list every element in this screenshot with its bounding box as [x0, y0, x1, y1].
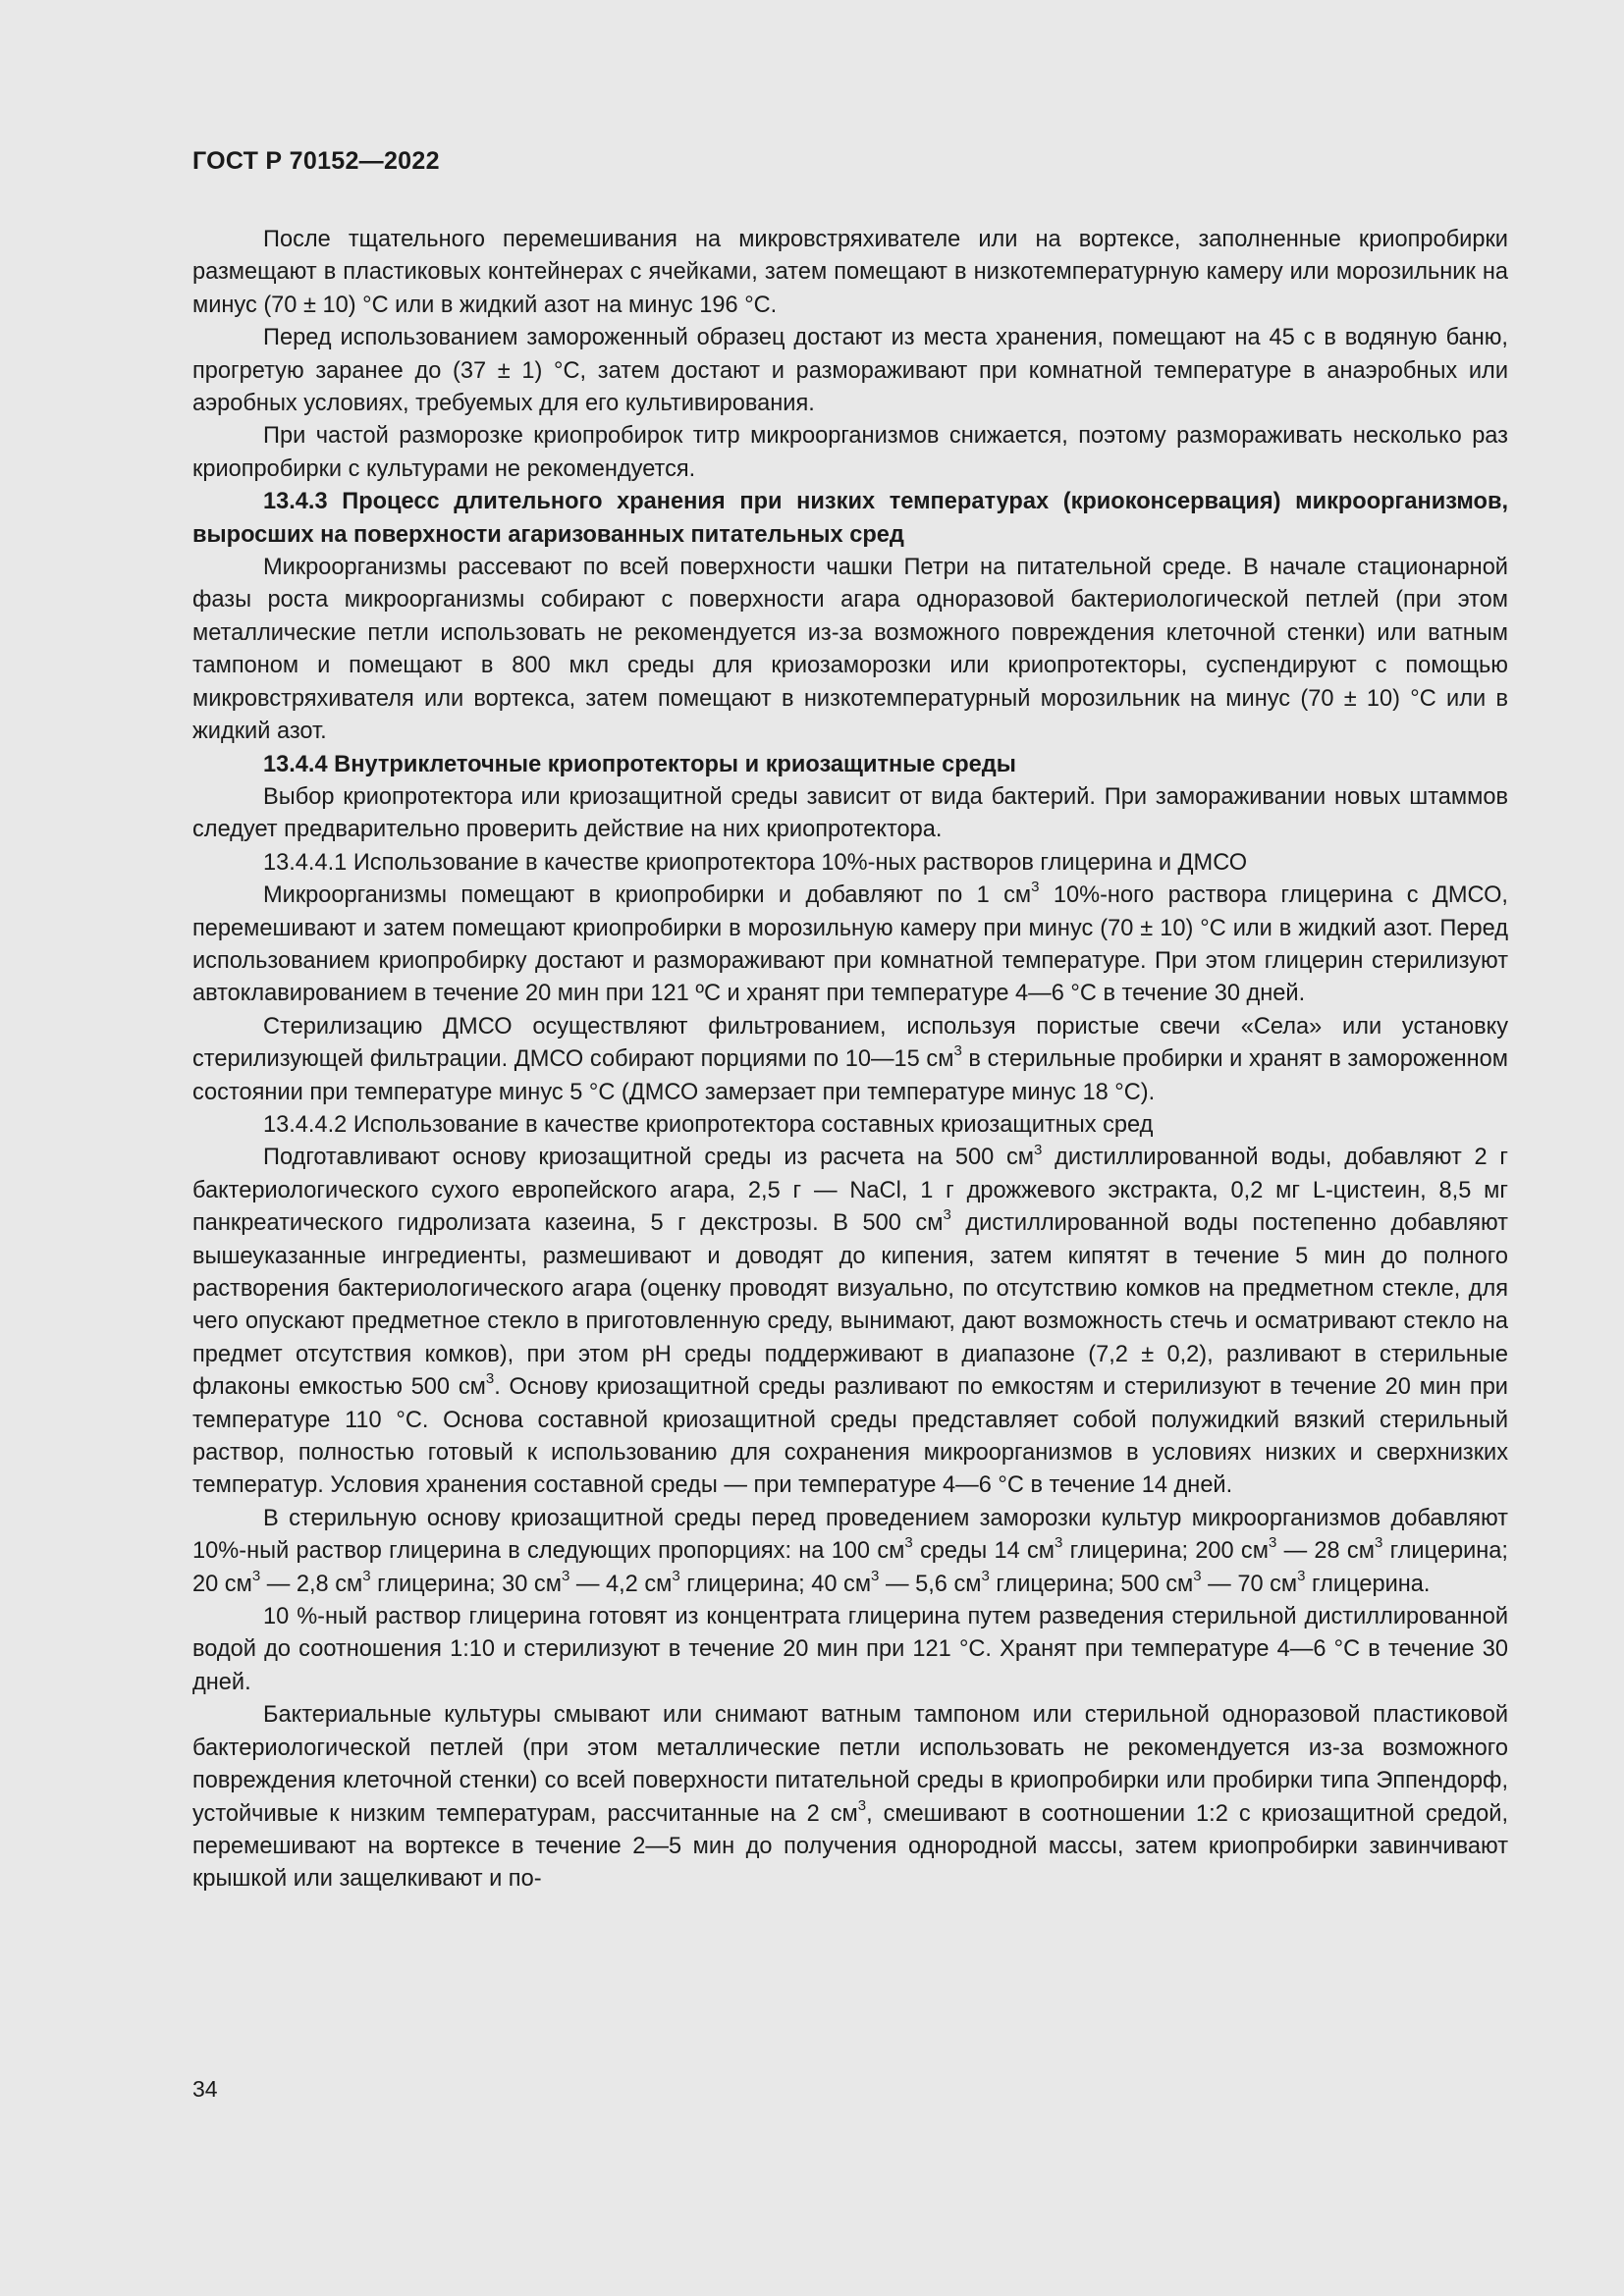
superscript: 3 — [943, 1206, 951, 1224]
text-run: . Основу криозащитной среды разливают по емкостям и стерилизуют в течение 20 мин при температуре 110 °С. Основа составной криозащитной среды представляет собой полужидкий вязкий стерильный раствор, полностью готовый к использованию для сохранения микроорганизмов в условиях низких и сверхнизких температур. Условия хранения составной среды — при температуре 4—6 °С в течение 14 дней. — [192, 1374, 1508, 1499]
text-run: 13.4.3 Процесс длительного хранения при низких температурах (криоконсервация) микроорганизмов, выросших на поверхности агаризованных питательных сред — [192, 489, 1508, 548]
superscript: 3 — [1297, 1567, 1306, 1584]
superscript: 3 — [1193, 1567, 1202, 1584]
text-run: — 28 см — [1276, 1538, 1375, 1565]
text-run: 10%-ного раствора глицерина с ДМСО, перемешивают и затем помещают криопробирки в морозильную камеру при минус (70 ± 10) °С или в жидкий азот. Перед использованием криопробирку достают и размораживают при комнатной температуре. При этом глицерин стерилизуют автоклавированием в течение 20 мин при 121 ºС и хранят при температуре 4—6 °С в течение 30 дней. — [192, 882, 1508, 1007]
superscript: 3 — [904, 1534, 913, 1552]
text-run: глицерина; 40 см — [679, 1571, 872, 1597]
body-paragraph — [192, 880, 1508, 1011]
text-run: глицерина; 20 см — [192, 1538, 1508, 1597]
superscript: 3 — [1055, 1534, 1063, 1552]
text-run: глицерина. — [1305, 1571, 1431, 1597]
text-run: После тщательного перемешивания на микровстряхивателе или на вортексе, заполненные криопробирки размещают в пластиковых контейнерах с ячейками, затем помещают в низкотемпературную камеру или морозильник на минус (70 ± 10) °С или в жидкий азот на минус 196 °С. — [192, 227, 1508, 318]
text-run: — 5,6 см — [879, 1571, 982, 1597]
section-heading — [192, 486, 1508, 552]
body-paragraph — [192, 1601, 1508, 1699]
body-paragraph — [192, 847, 1508, 880]
text-run: 13.4.4 Внутриклеточные криопротекторы и криозащитные среды — [263, 751, 1016, 777]
superscript: 3 — [1268, 1534, 1277, 1552]
text-run: В стерильную основу криозащитной среды перед проведением заморозки культур микроорганизмов добавляют 10%-ный раствор глицерина в следующих пропорциях: на 100 см — [192, 1505, 1508, 1565]
text-run: При частой разморозке криопробирок титр микроорганизмов снижается, поэтому размораживать несколько раз криопробирки с культурами не рекомендуется. — [192, 423, 1508, 482]
body-paragraph — [192, 1109, 1508, 1142]
text-run: Бактериальные культуры смывают или снимают ватным тампоном или стерильной одноразовой пластиковой бактериологической петлей (при этом металлические петли использовать не рекомендуется из-за возможного повреждения клеточной стенки) со всей поверхности питательной среды в криопробирки или пробирки типа Эппендорф, устойчивые к низким температурам, рассчитанные на 2 см — [192, 1702, 1508, 1827]
text-run: , смешивают в соотношении 1:2 с криозащитной средой, перемешивают на вортексе в течение 2—5 мин до получения однородной массы, затем криопробирки завинчивают крышкой или защелкивают и по- — [192, 1800, 1508, 1893]
standard-header: ГОСТ Р 70152—2022 — [192, 147, 440, 175]
superscript: 3 — [981, 1567, 990, 1584]
text-run: 13.4.4.2 Использование в качестве криопротектора составных криозащитных сред — [263, 1111, 1154, 1138]
document-body — [192, 224, 1508, 1896]
section-heading — [192, 749, 1508, 781]
text-run: дистиллированной воды постепенно добавляют вышеуказанные ингредиенты, размешивают и доводят до кипения, затем кипятят в течение 5 мин до полного растворения бактериологического агара (оценку проводят визуально, по отсутствию комков на предметном стекле, для чего опускают предметное стекло в приготовленную среду, вынимают, дают возможность стечь и осматривают стекло на предмет отсутствия комков), при этом рН среды поддерживают в диапазоне (7,2 ± 0,2), разливают в стерильные флаконы емкостью 500 см — [192, 1210, 1508, 1401]
superscript: 3 — [485, 1370, 495, 1388]
superscript: 3 — [857, 1796, 867, 1814]
superscript: 3 — [251, 1567, 261, 1584]
text-run: 10 %-ный раствор глицерина готовят из концентрата глицерина путем разведения стерильной дистиллированной водой до соотношения 1:10 и стерилизуют в течение 20 мин при 121 °С. Хранят при температуре 4—6 °С в течение 30 дней. — [192, 1604, 1508, 1695]
superscript: 3 — [953, 1042, 962, 1060]
body-paragraph — [192, 1142, 1508, 1502]
body-paragraph — [192, 322, 1508, 420]
text-run: дистиллированной воды, добавляют 2 г бактериологического сухого европейского агара, 2,5 г — NaCl, 1 г дрожжевого экстракта, 0,2 мг L-цистеин, 8,5 мг панкреатического гидролизата казеина, 5 г декстрозы. В 500 см — [192, 1145, 1509, 1237]
text-run: — 4,2 см — [569, 1571, 673, 1597]
body-paragraph — [192, 1011, 1508, 1109]
text-run: Микроорганизмы рассевают по всей поверхности чашки Петри на питательной среде. В начале стационарной фазы роста микроорганизмы собирают с поверхности агара одноразовой бактериологической петлей (при этом металлические петли использовать не рекомендуется из-за возможного повреждения клеточной стенки) или ватным тампоном и помещают в 800 мкл среды для криозаморозки или криопротекторы, суспендируют с помощью микровстряхивателя или вортекса, затем помещают в низкотемпературный морозильник на минус (70 ± 10) °С или в жидкий азот. — [192, 555, 1508, 745]
text-run: Стерилизацию ДМСО осуществляют фильтрованием, используя пористые свечи «Села» или установку стерилизующей фильтрации. ДМСО собирают порциями по 10—15 см — [192, 1013, 1508, 1073]
text-run: среды 14 см — [912, 1538, 1055, 1565]
text-run: Подготавливают основу криозащитной среды из расчета на 500 см — [263, 1145, 1035, 1171]
body-paragraph — [192, 1699, 1508, 1896]
text-run: — 2,8 см — [260, 1571, 363, 1597]
page-number: 34 — [192, 2076, 218, 2102]
superscript: 3 — [672, 1567, 680, 1584]
body-paragraph — [192, 781, 1508, 847]
text-run: в стерильные пробирки и хранят в замороженном состоянии при температуре минус 5 °С (ДМСО замерзает при температуре минус 18 °С). — [192, 1046, 1508, 1105]
superscript: 3 — [1374, 1534, 1383, 1552]
text-run: Перед использованием замороженный образец достают из места хранения, помещают на 45 с в водяную баню, прогретую заранее до (37 ± 1) °С, затем достают и размораживают при комнатной температуре в анаэробных или аэробных условиях, требуемых для его культивирования. — [192, 325, 1508, 417]
text-run: 13.4.4.1 Использование в качестве криопротектора 10%-ных растворов глицерина и ДМСО — [263, 849, 1248, 876]
text-run: Микроорганизмы помещают в криопробирки и добавляют по 1 см — [263, 882, 1032, 909]
superscript: 3 — [561, 1567, 570, 1584]
superscript: 3 — [871, 1567, 880, 1584]
text-run: — 70 см — [1201, 1571, 1298, 1597]
body-paragraph — [192, 552, 1508, 748]
body-paragraph — [192, 224, 1508, 322]
body-paragraph — [192, 420, 1508, 486]
text-run: глицерина; 30 см — [370, 1571, 562, 1597]
text-run: Выбор криопротектора или криозащитной среды зависит от вида бактерий. При замораживании новых штаммов следует предварительно проверить действие на них криопротектора. — [192, 783, 1508, 843]
text-run: глицерина; 500 см — [989, 1571, 1194, 1597]
body-paragraph — [192, 1503, 1508, 1601]
superscript: 3 — [1034, 1141, 1043, 1158]
text-run: глицерина; 200 см — [1062, 1538, 1269, 1565]
superscript: 3 — [1031, 879, 1040, 896]
superscript: 3 — [362, 1567, 371, 1584]
